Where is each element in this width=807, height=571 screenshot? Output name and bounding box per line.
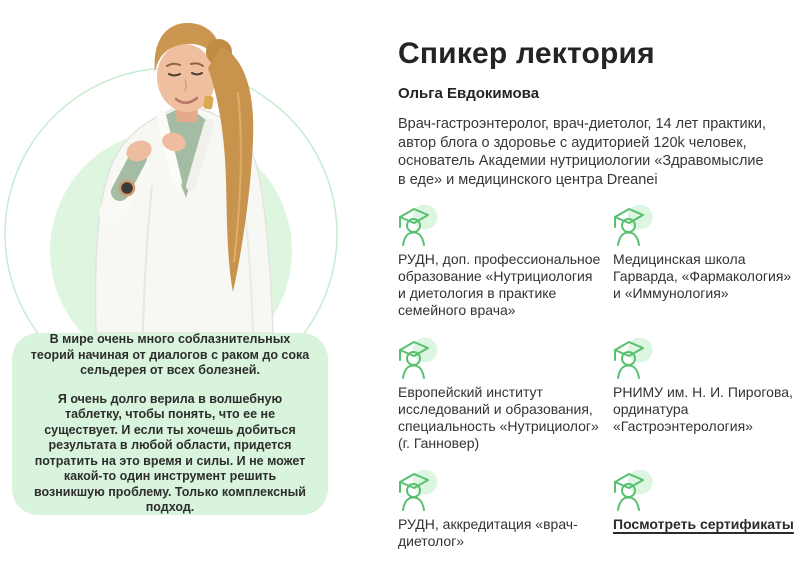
watch bbox=[120, 181, 134, 195]
credential-text: Европейский институт исследований и образования, специальность «Нутрициолог» (г. Ганновер) bbox=[398, 384, 599, 451]
graduate-cap-icon bbox=[398, 205, 440, 247]
speaker-bio: Врач-гастроэнтеролог, врач-диетолог, 14 лет практики, автор блога о здоровье с аудиторией 120k человек, основатель Академии нутрициологии «Здравомыслие в еде» и медицинского центра Dreanei bbox=[398, 116, 767, 188]
credential-text: Медицинская школа Гарварда, «Фармакология» и «Иммунология» bbox=[613, 251, 792, 301]
speaker-info bbox=[398, 38, 798, 189]
quote-paragraph: В мире очень много соблазнительных теорий начиная от диалогов с раком до сока сельдерея от всех болезней. bbox=[30, 332, 310, 378]
graduate-cap-icon bbox=[398, 470, 440, 512]
quote-card bbox=[12, 333, 328, 515]
quote-paragraph: Я очень долго верила в волшебную таблетку, чтобы понять, что ее не существует. И если ты хочешь добиться результата в любой области, придется потратить на это время и силы. И не может какой-то один инструмент решить возникшую проблему. Только комплексный подход. bbox=[34, 391, 306, 515]
graduate-cap-icon bbox=[613, 338, 655, 380]
credential-item bbox=[398, 338, 613, 470]
graduate-cap-icon bbox=[398, 338, 440, 380]
credential-item bbox=[613, 338, 798, 470]
credential-text: РУДН, аккредитация «врач-диетолог» bbox=[398, 516, 578, 549]
graduate-cap-icon bbox=[613, 205, 655, 247]
speaker-photo bbox=[0, 0, 390, 333]
credential-item bbox=[613, 205, 798, 338]
view-certificates-link[interactable]: Посмотреть сертификаты bbox=[613, 516, 794, 532]
credential-item-certificates bbox=[613, 470, 798, 550]
credential-item bbox=[398, 470, 613, 550]
credential-text: РНИМУ им. Н. И. Пирогова, ординатура «Гастроэнтерология» bbox=[613, 384, 793, 434]
section-title: Спикер лектория bbox=[398, 37, 655, 70]
graduate-cap-icon bbox=[613, 470, 655, 512]
hero-section bbox=[0, 0, 395, 571]
credential-text: РУДН, доп. профессиональное образование «Нутрициология и диетология в практике семейного врача» bbox=[398, 251, 601, 318]
credentials-grid bbox=[398, 205, 798, 550]
earring bbox=[203, 96, 214, 110]
speaker-name: Ольга Евдокимова bbox=[398, 85, 540, 102]
credential-item bbox=[398, 205, 613, 338]
